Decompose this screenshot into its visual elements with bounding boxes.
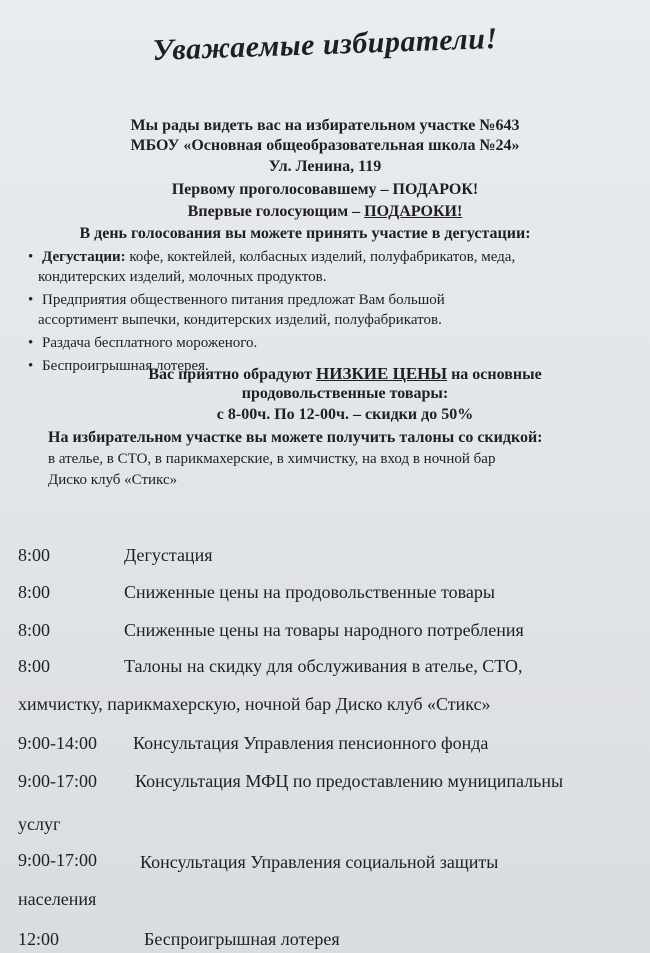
prices-pre: Вас приятно обрадуют xyxy=(148,366,317,383)
schedule-time: 9:00-14:00 xyxy=(18,733,97,753)
intro-line-2: МБОУ «Основная общеобразовательная школа №24» xyxy=(130,137,520,154)
intro-line-1: Мы рады видеть вас на избирательном участке №643 xyxy=(130,117,520,134)
schedule-continuation: населения xyxy=(18,889,97,909)
prices-line-3: с 8-00ч. По 12-00ч. – скидки до 50% xyxy=(216,406,474,423)
schedule-time: 12:00 xyxy=(18,929,60,949)
coupons-header: На избирательном участке вы можете получить талоны со скидкой: xyxy=(48,429,543,446)
schedule-continuation: химчистку, парикмахерскую, ночной бар Диско клуб «Стикс» xyxy=(18,694,491,714)
bullet-icon: • xyxy=(28,358,34,374)
schedule-text: Дегустация xyxy=(124,545,213,565)
bullet-text: кофе, коктейлей, колбасных изделий, полуфабрикатов, меда, xyxy=(125,249,516,265)
bullet-icon: • xyxy=(28,335,34,351)
bullet-icon: • xyxy=(28,292,34,308)
schedule-time: 9:00-17:00 xyxy=(18,850,97,870)
intro-line-5 xyxy=(0,202,650,222)
low-prices-text: НИЗКИЕ ЦЕНЫ xyxy=(316,364,448,383)
bullet-continuation: кондитерских изделий, молочных продуктов. xyxy=(38,269,327,285)
bullet-text: Беспроигрышная лотерея. xyxy=(42,358,209,374)
coupons-line-1: в ателье, в СТО, в парикмахерские, в химчистку, на вход в ночной бар xyxy=(48,451,496,467)
bullet-item xyxy=(28,290,638,310)
prices-line-2: продовольственные товары: xyxy=(241,385,449,402)
schedule-text: Сниженные цены на продовольственные товары xyxy=(124,582,495,602)
bullet-item xyxy=(28,333,638,353)
schedule-time: 9:00-17:00 xyxy=(18,771,97,791)
schedule-text: Талоны на скидку для обслуживания в ателье, СТО, xyxy=(124,656,523,676)
bullet-icon: • xyxy=(28,249,34,265)
schedule-text: Консультация МФЦ по предоставлению муниципальны xyxy=(135,771,564,791)
schedule-text: Консультация Управления социальной защиты xyxy=(140,852,499,872)
schedule-time: 8:00 xyxy=(18,582,51,602)
prices-line-1 xyxy=(20,364,650,385)
prices-post: на основные xyxy=(447,366,542,383)
bullet-item xyxy=(28,247,638,267)
schedule-text: Консультация Управления пенсионного фонда xyxy=(133,733,489,753)
tasting-header: В день голосования вы можете принять участие в дегустации: xyxy=(79,225,531,242)
schedule-text: Беспроигрышная лотерея xyxy=(144,929,340,949)
bullet-text: Раздача бесплатного мороженого. xyxy=(42,335,258,351)
first-time-voters-text: Впервые голосующим – xyxy=(187,203,365,220)
schedule-time: 8:00 xyxy=(18,656,51,676)
coupons-line-2: Диско клуб «Стикс» xyxy=(48,472,178,488)
intro-line-3: Ул. Ленина, 119 xyxy=(268,158,382,175)
intro-line-4: Первому проголосовавшему – ПОДАРОК! xyxy=(171,181,479,198)
page-title: Уважаемые избиратели! xyxy=(151,21,499,68)
schedule-time: 8:00 xyxy=(18,620,51,640)
schedule-text: Сниженные цены на товары народного потребления xyxy=(124,620,524,640)
bullet-bold: Дегустации: xyxy=(42,249,126,265)
bullet-text: Предприятия общественного питания предложат Вам большой xyxy=(42,292,445,308)
schedule-continuation: услуг xyxy=(18,814,61,834)
gifts-text: ПОДАРОКИ! xyxy=(364,203,463,220)
bullet-continuation: ассортимент выпечки, кондитерских изделий, полуфабрикатов. xyxy=(38,312,442,328)
schedule-time: 8:00 xyxy=(18,545,51,565)
